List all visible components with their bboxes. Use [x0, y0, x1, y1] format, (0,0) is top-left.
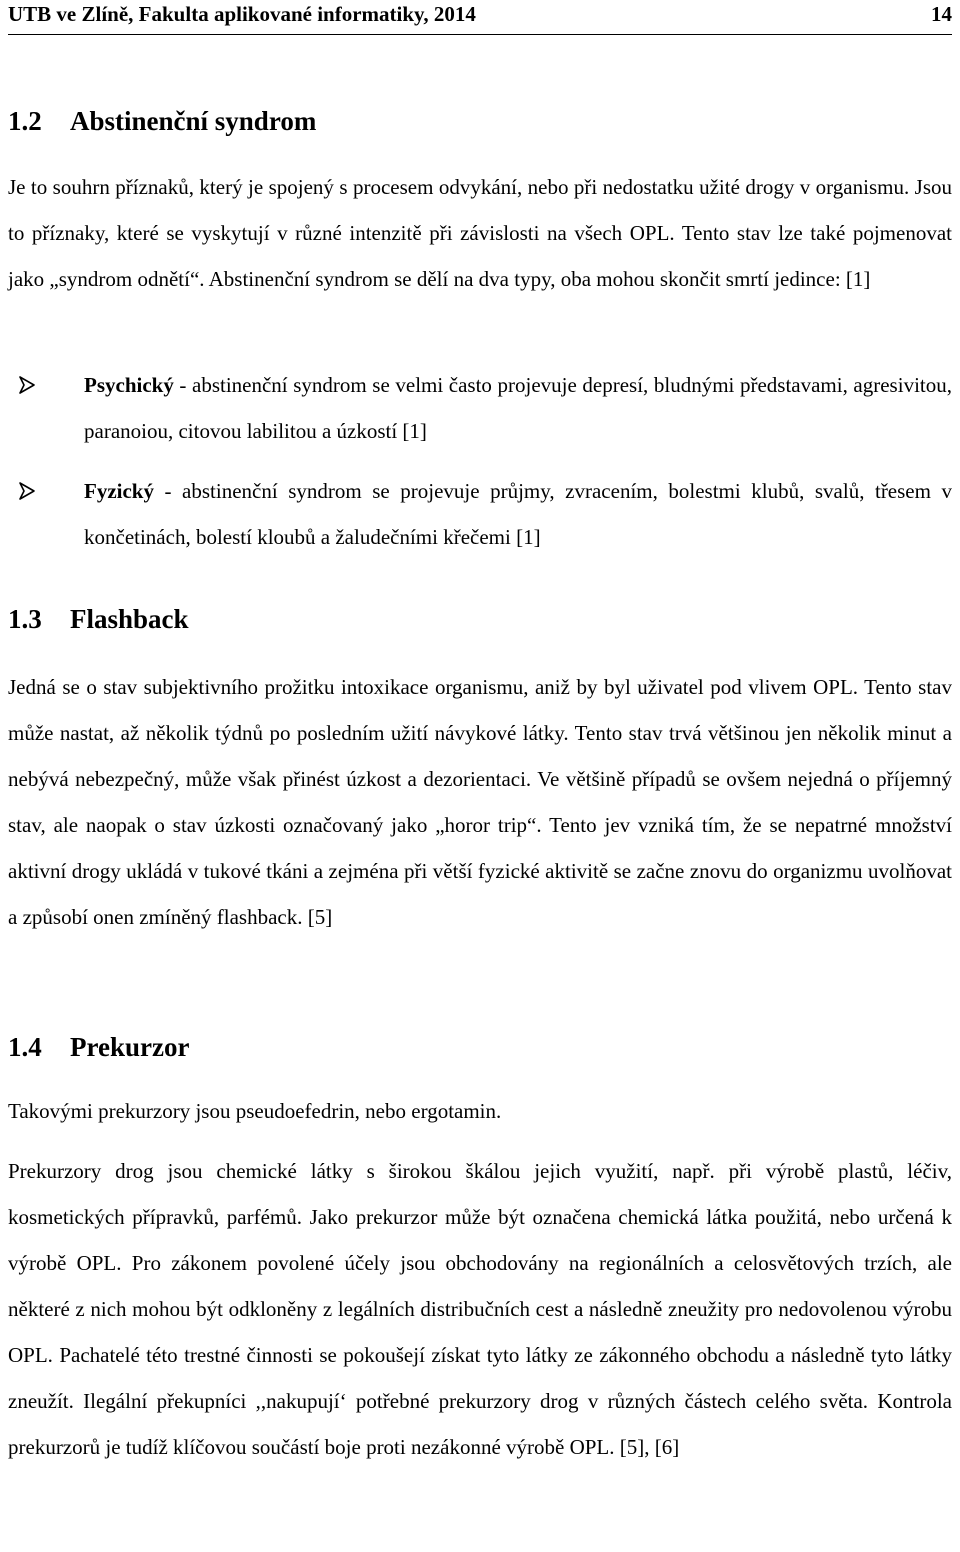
page-number: 14 [931, 2, 952, 26]
bullet-item-psychicky [8, 362, 952, 454]
section-paragraph [8, 1088, 952, 1134]
section-title: Flashback [70, 604, 189, 634]
section-heading-flashback [8, 604, 189, 635]
arrowhead-bullet-icon [18, 481, 36, 501]
bullet-term: Fyzický [84, 479, 154, 503]
section-title: Prekurzor [70, 1032, 190, 1062]
bullet-term: Psychický [84, 373, 174, 397]
bullet-body [84, 468, 952, 560]
header-title: UTB ve Zlíně, Fakulta aplikované informatiky, 2014 [8, 2, 476, 26]
arrowhead-bullet-icon [18, 375, 36, 395]
section-number: 1.4 [8, 1032, 42, 1062]
section-title: Abstinenční syndrom [70, 106, 317, 136]
paragraph-text: Je to souhrn příznaků, který je spojený s procesem odvykání, nebo při nedostatku užité drogy v organismu. Jsou to příznaky, které se vyskytují v různé intenzitě při závislosti na všech OPL. Tento stav lze také pojmenovat jako „syndrom odnětí“. Abstinenční syndrom se dělí na dva typy, oba mohou skončit smrtí jedince: [1] [8, 175, 952, 291]
section-heading-prekurzor [8, 1032, 189, 1063]
running-header [8, 0, 952, 35]
bullet-body [84, 362, 952, 454]
bullet-item-fyzicky [8, 468, 952, 560]
bullet-text: - abstinenční syndrom se projevuje průjmy, zvracením, bolestmi klubů, svalů, třesem v končetinách, bolestí kloubů a žaludečními křečemi [1] [84, 479, 952, 549]
section-paragraph [8, 664, 952, 940]
section-number: 1.2 [8, 106, 42, 136]
paragraph-text: Takovými prekurzory jsou pseudoefedrin, nebo ergotamin. [8, 1099, 502, 1123]
paragraph-text: Prekurzory drog jsou chemické látky s širokou škálou jejich využití, např. při výrobě plastů, léčiv, kosmetických přípravků, parfémů. Jako prekurzor může být označena chemická látka použitá, nebo určená k výrobě OPL. Pro zákonem povolené účely jsou obchodovány na regionálních a celosvětových trzích, ale některé z nich mohou být odkloněny z legálních distribučních cest a následně zneužity pro nedovolenou výrobu OPL. Pachatelé této trestné činnosti se pokoušejí získat tyto látky ze zákonného obchodu a následně tyto látky zneužít. Ilegální překupníci ,,nakupují‘ potřebné prekurzory drog v různých částech celého světa. Kontrola prekurzorů je tudíž klíčovou součástí boje proti nezákonné výrobě OPL. [5], [6] [8, 1159, 952, 1459]
section-heading-abstinencni-syndrom [8, 106, 316, 137]
bullet-text: - abstinenční syndrom se velmi často projevuje depresí, bludnými představami, agresivitou, paranoiou, citovou labilitou a úzkostí [1] [84, 373, 952, 443]
section-paragraph [8, 164, 952, 302]
section-paragraph [8, 1148, 952, 1470]
section-number: 1.3 [8, 604, 42, 634]
paragraph-text: Jedná se o stav subjektivního prožitku intoxikace organismu, aniž by byl uživatel pod vlivem OPL. Tento stav může nastat, až několik týdnů po posledním užití návykové látky. Tento stav trvá většinou jen několik minut a nebývá nebezpečný, může však přinést úzkost a dezorientaci. Ve většině případů se ovšem nejedná o příjemný stav, ale naopak o stav úzkosti označovaný jako „horor trip“. Tento jev vzniká tím, že se nepatrné množství aktivní drogy ukládá v tukové tkáni a zejména při větší fyzické aktivitě se začne znovu do organizmu uvolňovat a způsobí onen zmíněný flashback. [5] [8, 675, 952, 929]
